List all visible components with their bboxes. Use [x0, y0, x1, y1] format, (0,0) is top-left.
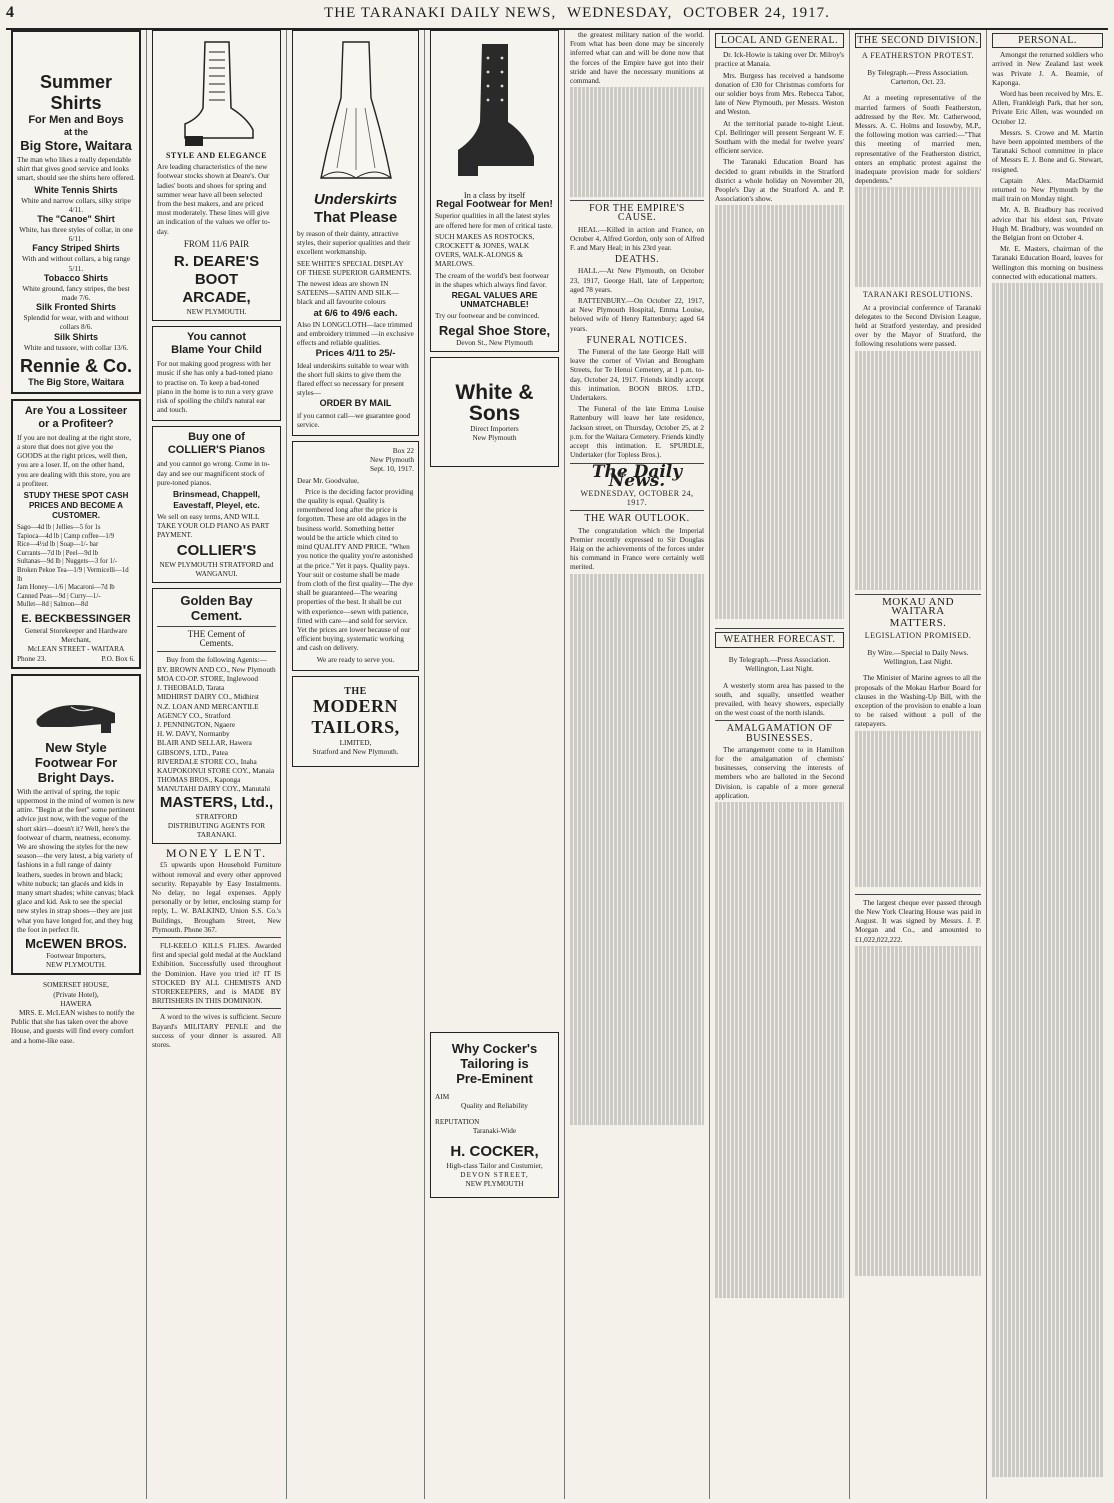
cocker-aim-text: Quality and Reliability	[461, 1101, 528, 1111]
local-para: Mrs. Burgess has received a handsome donation of £30 for Christmas comforts for our soldier boys from Mrs. Rebecca Tabor, late of New Plymouth, per Messrs. Weston and Weston.	[715, 70, 844, 117]
golden-sub-2: Cements.	[199, 638, 234, 649]
modern-tailors-advert	[292, 676, 419, 768]
regal-town: Devon St., New Plymouth	[456, 337, 533, 347]
columns	[6, 30, 1108, 1499]
beck-price: Rice—4½d lb | Soap—1/- bar	[17, 541, 99, 549]
cocker-town: NEW PLYMOUTH	[465, 1179, 524, 1189]
laced-boot-illustration	[177, 38, 257, 148]
column-1	[6, 30, 147, 1499]
goodvalue-letter-advert	[292, 441, 419, 671]
golden-bay-advert	[152, 588, 281, 844]
beck-price: Canned Peas—9d | Curry—1/-	[17, 592, 101, 600]
colliers-towns: NEW PLYMOUTH STRATFORD and WANGANUI.	[159, 559, 274, 578]
rennie-item-name: Tobacco Shirts	[43, 272, 109, 283]
weather-byline: By Telegraph.—Press Association. Wellington, Last Night.	[728, 654, 831, 674]
colliers-firm: COLLIER'S	[176, 541, 257, 559]
piano-child-body: For not making good progress with her music if she has only a bad-toned piano to practise on. To keep a bad-toned piano in the home is to run a very grave risk of spoiling the child's natural ear and touch.	[157, 359, 274, 415]
beck-price: Sultanas—9d lb | Nuggets—3 for 1/-	[17, 558, 118, 566]
goodvalue-town: New Plymouth	[370, 455, 414, 465]
cocker-aim: AIM	[435, 1092, 450, 1102]
featherston-sub: A FEATHERSTON PROTEST.	[861, 51, 975, 61]
deare-body: Are leading characteristics of the new footwear stocks shown at Deare's. Our ladies' boots and shoes for spring and summer wear have all been selected from the best makers, and are priced most moderately. These lines will give an indication of the values we offer to-day.	[157, 162, 271, 236]
taranaki-resolutions-text: At a provincial conference of Taranaki delegates to the Second Division League, held at Stratford yesterday, and presided over by the Mayor of Stratford, the following resolutions were passed.	[855, 302, 981, 349]
beck-phone: Phone 23.	[17, 653, 47, 663]
somerset-advert	[11, 980, 141, 1044]
beck-price: Sago—4d lb | Jellies—5 for 1s	[17, 524, 101, 532]
rennie-item	[17, 214, 135, 243]
golden-agent: MOA CO-OP. STORE, Inglewood	[157, 673, 259, 683]
featherston-text: At a meeting representative of the married farmers of South Featherston, addressed by the Rev. Mr. Catherwood, Messrs. A. C. Holms and Iosuwby, M.P., the following motion was carried:—"That this meeting of married men, representative of the Featherston district, enters an emphatic protest against the inadequate provision made for soldiers' dependents."	[855, 93, 981, 186]
column-6	[710, 30, 850, 1499]
cheque-text: The largest cheque ever passed through the New York Clearing House was paid in August. It was signed by Messrs. J. P. Morgan and Co., and amounted to £1,022,022,222.	[855, 897, 981, 944]
beck-line-1: General Storekeeper and Hardware Merchant,	[24, 626, 128, 645]
local-para: Dr. Ick-Howie is taking over Dr. Milroy's practice at Manaia.	[715, 50, 844, 69]
column-8	[987, 30, 1108, 1499]
white-sons-firm: White & Sons	[455, 380, 534, 425]
amalgamation-head: AMALGAMATION OF BUSINESSES.	[726, 723, 833, 744]
editorial-date: WEDNESDAY, OCTOBER 24, 1917.	[580, 488, 694, 508]
modern-name-2: TAILORS,	[311, 716, 400, 737]
regal-makes: SUCH MAKES AS ROSTOCKS, CROCKETT & JONES, WALK OVERS, WALK-ALONGS & MARLOWS.	[435, 231, 535, 269]
legislation-text: The Minister of Marine agrees to all the proposals of the Mokau Harbor Board for clauses in the Washing-Up Bill, with the exception of the provision to enable a loan to be raised without a poll of the ratepayers.	[855, 673, 981, 729]
local-para: The Taranaki Education Board has decided to grant rebuilds in the Stratford district a whole holiday on November 20, People's Day at the Stratford A. and P. Association's show.	[715, 157, 844, 204]
beck-price: Currants—7d lb | Peel—9d lb	[17, 549, 99, 557]
funeral-notice: The Funeral of the late Emma Louise Rattenbury will leave her late residence, Jackson street, on Thursday, October 25, at 2 p.m. for the Waitara Cemetery. Friends kindly accept this intimation. E. SPURDLE, Undertaker (for Topless Bros.).	[570, 404, 704, 460]
somerset-name: SOMERSET HOUSE,	[43, 980, 109, 990]
war-body-text	[570, 87, 704, 197]
bayard-body: A word to the wives is sufficient. Secure Bayard's MILITARY PENLE and the success of your dinner is assured. All stores.	[152, 1012, 281, 1049]
rennie-item-desc: With and without collars, a big range 5/11.	[21, 254, 131, 273]
white-see: SEE WHITE'S SPECIAL DISPLAY OF THESE SUPERIOR GARMENTS.	[297, 258, 412, 277]
modern-ltd: LIMITED,	[339, 737, 372, 747]
funeral-notice: The Funeral of the late George Hall will leave the corner of Vivian and Brougham Streets, for Te Henui Cemetery, at 1 p.m. to-day, October 24, 1917. Friends kindly accept this intimation. BOON BROS. LTD., Undertakers.	[570, 347, 704, 403]
masthead	[6, 4, 1108, 30]
deaths-head: DEATHS.	[614, 254, 660, 266]
white-sons-sub-2: New Plymouth	[472, 433, 517, 443]
masthead-day: WEDNESDAY,	[566, 5, 673, 21]
war-continued-text: the greatest military nation of the world. From what has been done may be sincerely inferred what can and will be done now that the forces of the Empire have got into their stride and have the necessary munitions at command.	[570, 30, 704, 86]
deare-from: FROM 11/6 PAIR	[183, 238, 250, 249]
white-order: ORDER BY MAIL	[319, 398, 392, 409]
local-text	[715, 205, 844, 625]
rennie-item-name: White Tennis Shirts	[34, 184, 118, 195]
regal-values: REGAL VALUES ARE UNMATCHABLE!	[451, 290, 538, 310]
cocker-sub: High-class Tailor and Costumier,	[446, 1161, 543, 1171]
cocker-head-3: Pre-Eminent	[456, 1071, 533, 1087]
colliers-offer: We sell on easy terms, AND WILL TAKE YOUR OLD PIANO AS PART PAYMENT.	[157, 512, 270, 540]
taranaki-resolutions-head: TARANAKI RESOLUTIONS.	[862, 290, 974, 300]
golden-agent: H. W. DAVY, Normanby	[157, 729, 230, 739]
goodvalue-box: Box 22	[392, 446, 414, 456]
modern-name-1: MODERN	[313, 695, 398, 716]
personal-para: Captain Alex. MacDiarmid returned to New Plymouth by the mail train on Monday night.	[992, 175, 1103, 204]
rennie-item-desc: White ground, fancy stripes, the best made 7/6.	[22, 283, 130, 303]
editorial-masthead: The Daily News.	[591, 461, 683, 491]
personal-head: PERSONAL.	[992, 33, 1103, 48]
golden-agent: THOMAS BROS., Kaponga	[157, 775, 241, 785]
death-notice: HALL.—At New Plymouth, on October 23, 1917, George Hall, late of Lepperton; aged 78 years.	[570, 266, 704, 294]
column-5	[565, 30, 710, 1499]
mcewen-firm: McEWEN BROS.	[25, 936, 127, 952]
rennie-item	[17, 243, 135, 272]
rennie-store: Big Store, Waitara	[20, 138, 132, 153]
legislation-more-text	[855, 731, 981, 891]
featherston-byline: By Telegraph.—Press Association. Carterton, Oct. 23.	[867, 67, 969, 86]
beck-body: If you are not dealing at the right store, a store that does not give you the GOODS at the right prices, well then, you are a loser. If, on the other hand, you are dealing with this store, you are a profiteer.	[17, 432, 132, 488]
empire-head: FOR THE EMPIRE'S CAUSE.	[589, 203, 685, 224]
white-price: at 6/6 to 49/6 each.	[313, 307, 398, 319]
war-outlook-head: THE WAR OUTLOOK.	[584, 513, 690, 525]
mokau-head-2: MATTERS.	[889, 617, 947, 630]
cocker-firm: H. COCKER,	[450, 1143, 539, 1161]
beck-price: Tapioca—4d lb | Camp coffee—1/9	[17, 532, 115, 540]
golden-town: STRATFORD	[195, 811, 238, 821]
white-sons-advert	[430, 357, 559, 467]
beck-price: Jam Honey—1/6 | Macaroni—7d lb	[17, 584, 115, 592]
mcewen-headline: New Style Footwear For Bright Days.	[34, 739, 118, 785]
deare-town: NEW PLYMOUTH.	[186, 307, 247, 317]
white-underskirts-advert	[292, 30, 419, 436]
empire-notice: HEAL.—Killed in action and France, on October 4, Alfred Gordon, only son of Alfred F. and Mary Heal; in his 23rd year.	[570, 224, 704, 253]
white-newest: The newest ideas are shown IN SATEENS—SATIN AND SILK—black and all favourite colours	[297, 279, 399, 307]
goodvalue-salute: Dear Mr. Goodvalue,	[297, 475, 360, 485]
money-lent-head: MONEY LENT.	[165, 846, 268, 861]
cocker-head-1: Why Cocker's	[451, 1041, 538, 1057]
war-outlook-text	[570, 574, 704, 1134]
golden-agent: GIBSON'S, LTD., Patea	[157, 747, 228, 757]
colliers-advert	[152, 426, 281, 583]
cocker-street: DEVON STREET,	[460, 1170, 529, 1180]
column-3	[287, 30, 425, 1499]
rennie-item	[17, 273, 135, 302]
legislation-head: LEGISLATION PROMISED.	[864, 631, 972, 641]
taranaki-resolutions-more-text	[855, 351, 981, 591]
column-2	[147, 30, 287, 1499]
piano-child-advert	[152, 326, 281, 421]
misc-text	[855, 946, 981, 1276]
modern-towns: Stratford and New Plymouth.	[312, 747, 399, 757]
beck-line-2: McLEAN STREET - WAITARA	[27, 644, 125, 654]
legislation-byline: By Wire.—Special to Daily News. Wellington, Last Night.	[867, 647, 969, 666]
amalgamation-text: The arrangement come to in Hamilton for the amalgamation of chemists' businesses, conserving the interests of members who are balloted in the Second Division, is capable of a more general application.	[715, 744, 844, 800]
rennie-item-desc: White and tussore, with collar 13/6.	[23, 342, 129, 352]
golden-dist: DISTRIBUTING AGENTS FOR TARANAKI.	[167, 820, 266, 839]
rennie-intro: The man who likes a really dependable shirt that gives good service and looks smart, should see the shirts here offered.	[17, 155, 135, 183]
white-head-2: That Please	[313, 209, 398, 226]
white-sons-sub-1: Direct Importers	[470, 423, 519, 433]
beck-price: Mullet—8d | Salmon—8d	[17, 601, 88, 609]
golden-agent: J. PENNINGTON, Ngaere	[157, 719, 236, 729]
weather-text: A westerly storm area has passed to the south, and squally, unsettled weather prevailed, with heavy showers, especially on the west coast of the north islands.	[715, 680, 844, 718]
second-division-head: THE SECOND DIVISION.	[855, 33, 981, 48]
somerset-town: HAWERA	[60, 998, 92, 1008]
rennie-headline: Summer Shirts	[39, 72, 113, 113]
personal-para: Mr. E. Masters, chairman of the Taranaki Education Board, leaves for Wellington this morning on business connected with educational matters.	[992, 244, 1103, 281]
deare-firm-2: BOOT	[194, 271, 239, 289]
mokau-head-1: MOKAU AND WAITARA	[881, 595, 955, 617]
golden-firm: MASTERS, Ltd.,	[159, 793, 274, 811]
mcewen-sub: Footwear Importers,	[46, 951, 106, 961]
funeral-head: FUNERAL NOTICES.	[586, 334, 688, 346]
local-general-head: LOCAL AND GENERAL.	[715, 33, 844, 48]
rennie-item	[17, 302, 135, 331]
column-4	[425, 30, 565, 1499]
cocker-advert	[430, 1032, 559, 1197]
golden-agent: N.Z. LOAN AND MERCANTILE AGENCY CO., Stratford	[157, 701, 259, 720]
personal-para: Messrs. S. Crowe and M. Martin have been appointed members of the Taranaki School committee in place of Messrs E. J. Bone and G. Stewart, resigned.	[992, 127, 1103, 174]
goodvalue-date: Sept. 10, 1917.	[370, 464, 414, 474]
cocker-rep: REPUTATION	[435, 1116, 480, 1126]
beck-box: P.O. Box 6.	[101, 653, 135, 663]
somerset-note: (Private Hotel),	[53, 989, 99, 999]
rennie-item-desc: Splendid for wear, with and without collars 8/6.	[23, 313, 129, 332]
beckbessinger-advert	[11, 399, 141, 669]
column-7	[850, 30, 987, 1499]
piano-child-head-1: You cannot	[186, 331, 247, 344]
colliers-head-1: Buy one of	[188, 431, 245, 444]
regal-body: Superior qualities in all the latest styles are offered here for men of critical taste.	[435, 211, 553, 230]
beck-headline-1: Are You a Lossiteer	[24, 404, 128, 417]
regal-head-2: Regal Footwear for Men!	[436, 199, 553, 211]
white-also: Also IN LONGCLOTH—lace trimmed and embroidery trimmed —in exclusive effects and reliable qualities.	[297, 319, 414, 348]
regal-shoe-advert	[430, 30, 559, 352]
golden-agent: J. THEOBALD, Tarata	[157, 683, 225, 693]
mcewen-advert	[11, 674, 141, 976]
masthead-date: OCTOBER 24, 1917.	[683, 5, 830, 21]
mcewen-body: With the arrival of spring, the topic uppermost in the mind of women is new attire. "Begin at the feet" some pertinent advice just now, with the vogue of the short skirt—doesn't it? Well, here's the footwear of charm, neatness, economy. We are showing the styles for the new season—the very latest, a big variety of fashions in a full range of dainty leathers, suedes in brown and black; white nubuck; tan glacés and kids in many smart shades; white canvas; black glace and kid. Ask to see the special new styles in strap shoes—they are just what you have longed for, and they hug the foot in perfect fit.	[17, 786, 135, 934]
beck-firm: E. BECKBESSINGER	[21, 613, 131, 625]
local-para: At the territorial parade to-night Lieut. Cpl. Bellringer will present Sergeant W. F. Southam with the medal for twelve years' efficient service.	[715, 118, 844, 156]
regal-try: Try our footwear and be convinced.	[435, 311, 540, 321]
goodvalue-close: We are ready to serve you.	[316, 654, 395, 664]
white-prices2: Prices 4/11 to 25/-	[315, 348, 396, 360]
newspaper-name: THE TARANAKI DAILY NEWS,	[324, 5, 557, 21]
regal-firm: Regal Shoe Store,	[438, 322, 551, 338]
golden-head-1: Golden Bay	[180, 593, 253, 609]
deare-firm-3: ARCADE,	[182, 289, 251, 307]
white-body: by reason of their dainty, attractive styles, their superior qualities and their excellent workmanship.	[297, 229, 411, 257]
golden-agents-list	[157, 665, 276, 794]
amalgamation-more-text	[715, 802, 844, 1302]
modern-the: THE	[344, 685, 367, 697]
personal-para: Mr. A. B. Bradbury has received advice that his eldest son, Private Hugh M. Bradbury, was wounded on the Belgian front on October 4.	[992, 205, 1103, 243]
cocker-head-2: Tailoring is	[460, 1056, 529, 1072]
personal-para: Amongst the returned soldiers who arrived in New Zealand last week was Private J. A. Beamie, of Kaponga.	[992, 50, 1103, 87]
golden-buy: Buy from the following Agents:—	[166, 655, 267, 665]
war-outlook-intro: The congratulation which the Imperial Premier recently expressed to Sir Douglas Haig on the achievements of the forces under his command in France were certainly well merited.	[570, 525, 704, 572]
piano-child-head-2: Blame Your Child	[171, 344, 262, 357]
masthead-title	[46, 5, 1108, 22]
rennie-item-name: Fancy Striped Shirts	[32, 243, 120, 254]
blank-space	[430, 472, 559, 1032]
rennie-item	[17, 185, 135, 214]
rennie-item-name: The "Canoe" Shirt	[37, 214, 115, 225]
mcewen-town: NEW PLYMOUTH.	[46, 960, 106, 970]
golden-sub-1: THE Cement of	[187, 629, 246, 640]
rennie-tagline: The Big Store, Waitara	[28, 376, 124, 387]
personal-more-text	[992, 283, 1103, 1483]
golden-agent: RIVERDALE STORE CO., Inaha	[157, 756, 257, 766]
white-promise: if you cannot call—we guarantee good service.	[297, 410, 411, 429]
deare-advert	[152, 30, 281, 321]
deare-head: STYLE AND ELEGANCE	[165, 151, 268, 160]
personal-para: Word has been received by Mrs. E. Allen, Frankleigh Park, that her son, Private Eric Allen, was wounded on October 12.	[992, 89, 1103, 126]
page-number: 4	[6, 4, 14, 21]
rennie-firm: Rennie & Co.	[19, 355, 132, 376]
colliers-brands: Brinsmead, Chappell, Eavestaff, Pleyel, etc.	[173, 489, 260, 510]
rennie-item-desc: White, has three styles of collar, in one 6/11.	[19, 225, 133, 244]
goodvalue-body: Price is the deciding factor providing the quality is equal. Quality is remembered long after the price is forgotten. These are old adages in the business world. Something better would be the article which cited to mind QUALITY AND PRICE. "When you notice the quality you're astonished at the price." Yet it pays. Quality pays. Your suit or costume shall be made from cloth of the first quality—The dye shall be guaranteed—The wearing properties of the best. It shall be cut with experience—sewn with patience, fitted with care—and sold for service. Yet the prices are lower because of our efficient buying, systematic working and cash on delivery.	[297, 486, 414, 653]
flykill-body: FLI-KEELO KILLS FLIES. Awarded first and special gold medal at the Auckland Exhibition. Successfully used throughout the Dominion. Have you tried it? IT IS STOCKED BY ALL CHEMISTS AND STOREKEEPERS, and is MADE BY BRITISHERS IN THIS DOMINION.	[152, 940, 281, 1006]
regal-head: In a class by itself	[463, 190, 526, 200]
golden-agent: BLAIR AND SELLAR, Hawera	[157, 738, 252, 748]
beck-contact	[17, 654, 135, 663]
weather-head: WEATHER FORECAST.	[715, 632, 844, 647]
rennie-at: at the	[63, 127, 88, 137]
golden-agent: MANUTAHI DAIRY COY., Manutahi	[157, 784, 271, 794]
somerset-body: MRS. E. McLEAN wishes to notify the Public that she has taken over the above House, and guests will find every comfort and a home-like ease.	[11, 1008, 135, 1045]
golden-head-2: Cement.	[190, 608, 243, 624]
money-lent-body: £5 upwards upon Household Furniture without removal and every other approved security. Repayable by Easy Instalments. No delay, no legal expenses. Apply personally or by letter, enclosing stamp for reply, L. W. BALKIND, Union S.S. Co.'s Buildings, Brougham Street, New Plymouth. Phone 367.	[152, 860, 281, 934]
underskirt-illustration	[317, 38, 395, 188]
regal-cream: The cream of the world's best footwear in the shapes which always find favor.	[435, 270, 549, 289]
white-head-1: Underskirts	[313, 191, 398, 208]
mens-boot-illustration	[452, 38, 538, 188]
golden-agent: MIDHIRST DAIRY CO., Midhirst	[157, 692, 259, 702]
beck-price: Broken Pekoe Tea—1/9 | Vermicelli—1d lb	[17, 567, 129, 583]
rennie-advert	[11, 30, 141, 394]
rennie-item-name: Silk Shirts	[53, 331, 98, 342]
pump-shoe-illustration	[31, 683, 121, 737]
colliers-head-2: COLLIER'S Pianos	[167, 444, 266, 457]
rennie-item-desc: White and narrow collars, silky stripe 4/11.	[21, 195, 131, 214]
death-notice: RATTENBURY.—On October 22, 1917, at New Plymouth Hospital, Emma Louise, beloved wife of Henry Rattenbury; aged 64 years.	[570, 296, 704, 333]
rennie-item-name: Silk Fronted Shirts	[35, 302, 116, 313]
golden-agent: BY. BROWN AND CO., New Plymouth	[157, 664, 276, 674]
white-ideal: Ideal underskirts suitable to wear with the short full skirts to give them the flared effect so necessary for present styles—	[297, 360, 409, 398]
colliers-body: and you cannot go wrong. Come in to-day and see our magnificent stock of pure-toned pianos.	[157, 459, 270, 487]
cocker-rep-text: Taranaki-Wide	[472, 1125, 517, 1135]
featherston-more-text	[855, 187, 981, 287]
golden-agent: KAUPOKONUI STORE COY., Manaia	[157, 765, 275, 775]
rennie-sub: For Men and Boys	[28, 114, 124, 126]
beck-headline-2: or a Profiteer?	[38, 417, 114, 430]
rennie-item	[17, 332, 135, 352]
deare-firm-1: R. DEARE'S	[173, 253, 260, 271]
beck-study: STUDY THESE SPOT CASH PRICES AND BECOME A CUSTOMER.	[23, 491, 129, 521]
